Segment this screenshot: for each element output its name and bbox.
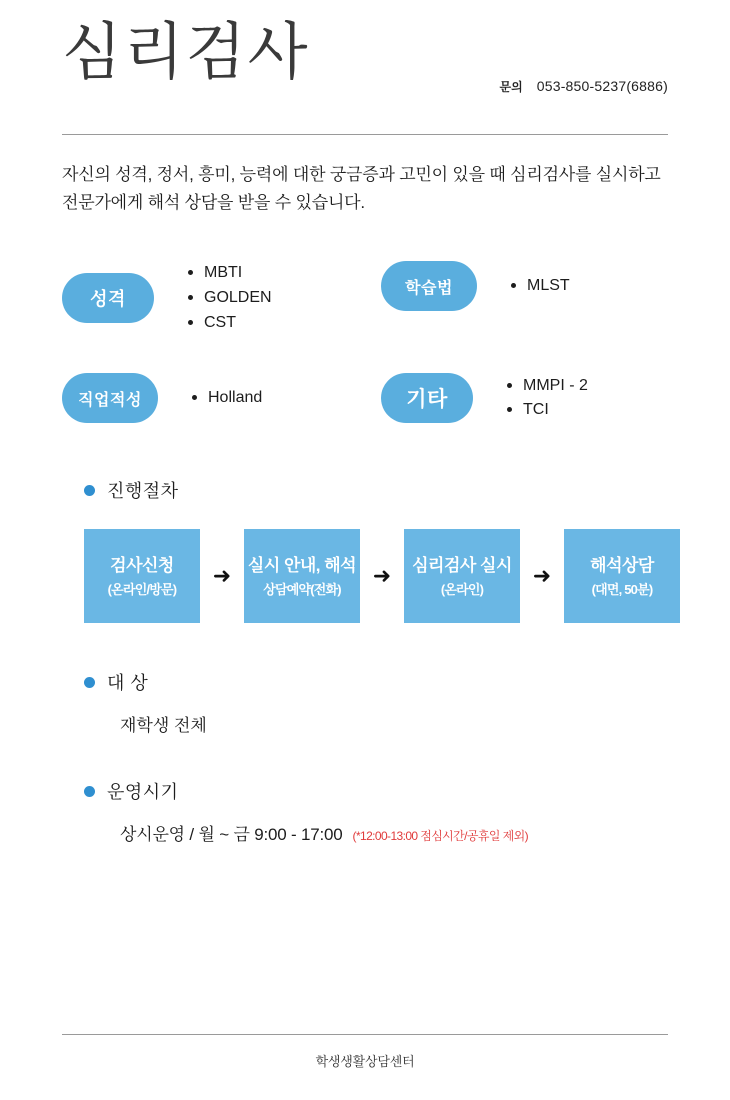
list-item: MBTI [188,261,272,286]
section-title-hours: 운영시기 [107,782,179,803]
process-flow [84,529,668,623]
category-items-aptitude [158,386,262,411]
intro-text: 자신의 성격, 정서, 흥미, 능력에 대한 궁금증과 고민이 있을 때 심리검사를 실시하고 전문가에게 해석 상담을 받을 수 있습니다. [62,165,661,213]
footer [62,1034,668,1070]
flow-step-sub: (대면, 50분) [591,581,653,597]
category-items-learning [477,274,570,299]
flow-step-sub: 상담예약(전화) [263,581,341,597]
list-item: Holland [192,386,262,411]
target-value: 재학생 전체 [120,716,207,736]
header-divider [62,134,668,135]
contact-phone: 053-850-5237(6886) [536,78,668,94]
flow-step-title: 검사신청 [110,555,174,575]
footer-text: 학생생활상담센터 [315,1054,415,1069]
arrow-icon: ➜ [372,563,392,589]
category-items-personality [154,261,272,335]
flow-step-counsel [564,529,680,623]
flow-step-guide [244,529,360,623]
category-personality [62,261,365,335]
bullet-dot-icon [84,485,95,496]
bullet-dot-icon [84,677,95,688]
section-header-target [84,669,668,695]
flow-step-title: 실시 안내, 해석 [247,555,357,575]
section-header-hours [84,778,668,804]
section-title-process: 진행절차 [107,481,179,502]
category-grid [62,261,668,423]
list-item: MLST [511,274,570,299]
contact-info [500,78,668,95]
category-aptitude [62,373,365,423]
category-label-etc: 기타 [381,373,473,423]
category-row [62,373,668,423]
page-title: 심리검사 [62,18,310,87]
section-header-process [84,477,668,503]
list-item: GOLDEN [188,286,272,311]
contact-label: 문의 [499,80,523,94]
category-items-etc [473,374,588,424]
hours-body [120,820,668,845]
flow-step-apply [84,529,200,623]
footer-divider [62,1034,668,1035]
flow-step-sub: (온라인) [440,581,484,597]
flow-step-test [404,529,520,623]
flow-step-sub: (온라인/방문) [107,581,177,597]
list-item: TCI [507,398,588,423]
hours-note: (*12:00-13:00 점심시간/공휴일 제외) [352,829,528,844]
category-label-aptitude: 직업적성 [62,373,158,423]
section-title-target: 대 상 [107,673,149,694]
section-process [62,477,668,623]
category-label-personality: 성격 [62,273,154,323]
section-target [62,669,668,736]
category-learning [365,261,668,311]
flow-step-title: 심리검사 실시 [412,555,512,575]
section-hours [62,778,668,845]
category-label-learning: 학습법 [381,261,477,311]
arrow-icon: ➜ [212,563,232,589]
arrow-icon: ➜ [532,563,552,589]
hours-main: 상시운영 / 월 ~ 금 9:00 - 17:00 [120,825,343,845]
bullet-dot-icon [84,786,95,797]
header [62,0,668,130]
list-item: MMPI - 2 [507,374,588,399]
flow-step-title: 해석상담 [590,555,654,575]
category-row [62,261,668,335]
category-etc [365,373,668,423]
list-item: CST [188,311,272,336]
